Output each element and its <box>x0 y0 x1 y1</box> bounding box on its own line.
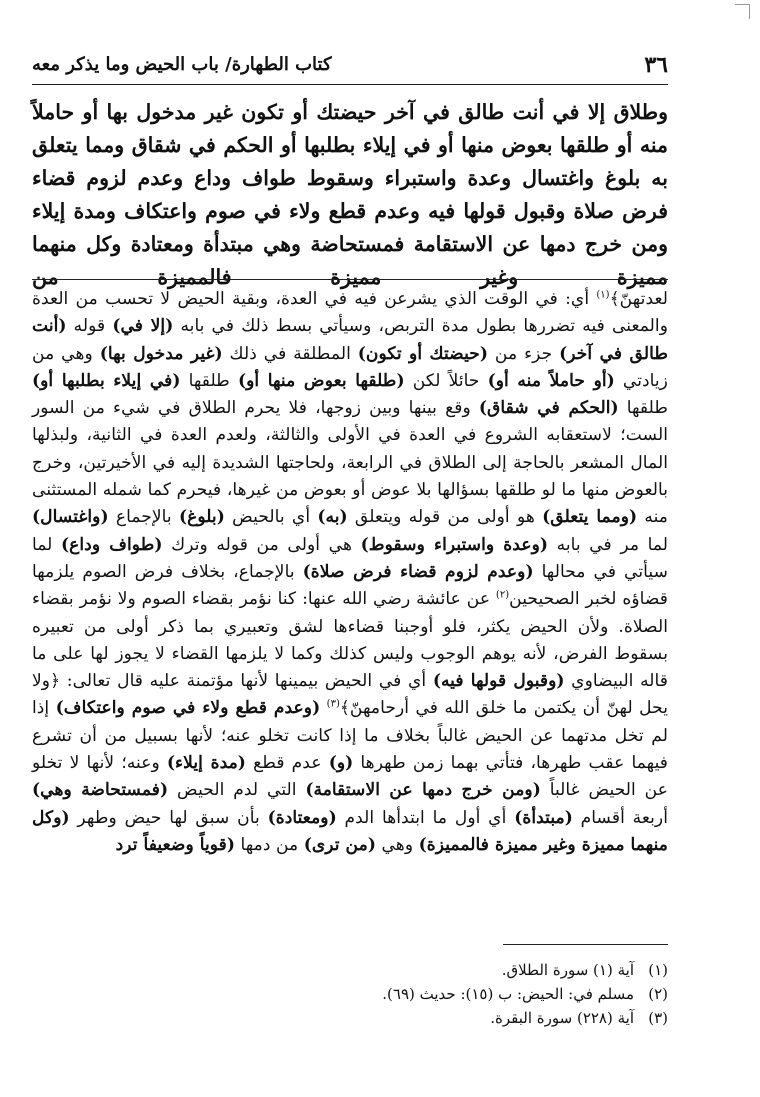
matn-quote: (مبتدأة) <box>514 807 573 828</box>
commentary-segment: وهي من زيادتي <box>32 343 668 391</box>
footnotes <box>32 958 668 1030</box>
matn-quote: (أو حاملاً منه أو) <box>487 370 615 391</box>
commentary-segment: وهي <box>375 834 419 855</box>
commentary-segment: أي بالحيض <box>224 507 318 528</box>
page-number: ٣٦ <box>644 52 668 78</box>
footnote-item <box>32 982 668 1006</box>
footnote-text: مسلم في: الحيض: ب (١٥): حديث (٦٩). <box>382 985 634 1003</box>
matn-quote: (و) <box>328 753 354 774</box>
matn-quote: (وكل منهما مميزة وغير مميزة فالمميزة) <box>32 807 668 855</box>
matn-quote: (فمستحاضة وهي) <box>32 780 169 801</box>
commentary-segment: إذا لم تخل مدتهما عن الحيض غالباً بخلاف ما إذا كانت تخلو عنه؛ لأنها بسبيل من أن تشرع فيهما عقب طهرها، فتأتي بهما زمن طهرها <box>32 698 668 774</box>
commentary-segment: أي في الحيض بيمينها لأنها مؤتمنة عليه قال تعالى: ﴿ولا يحل لهنّ أن يكتمن ما خلق الله في أرحامهنّ﴾ <box>32 671 669 719</box>
footnote-number: (٢) <box>648 985 668 1003</box>
matn-quote: (الحكم في شقاق) <box>478 398 619 419</box>
header-divider <box>32 84 668 85</box>
matn-quote: (ومما يتعلق) <box>542 507 638 528</box>
matn-quote: (أنت طالق في آخر) <box>32 316 668 364</box>
footnote-marker: (٢) <box>495 589 510 601</box>
footnote-marker: (٣) <box>326 698 340 710</box>
matn-quote: (في إيلاء بطلبها أو) <box>32 370 181 391</box>
footnote-text: آية (١) سورة الطلاق. <box>501 961 634 979</box>
matn-quote: (وعدم قطع ولاء في صوم واعتكاف) <box>55 698 321 719</box>
commentary-segment: جزء من <box>488 343 560 364</box>
matn-text: وطلاق إلا في أنت طالق في آخر حيضتك أو تكون غير مدخول بها أو حاملاً منه أو طلقها بعوض منها أو في إيلاء بطلبها أو الحكم في شقاق ومما يتعلق به بلوغ واغتسال وعدة واستبراء وسقوط طواف وداع وعدم لزوم قضاء فرض صلاة وقبول قولها فيه وعدم قطع ولاء في صوم واعتكاف ومدة إيلاء ومن خرج دمها عن الاستقامة فمستحاضة وهي مبتدأة ومعتادة وكل منهما مميزة وغير مميزة فالمميزة من <box>32 100 668 289</box>
page-header <box>32 52 668 82</box>
matn-quote: (إلا في) <box>112 316 174 337</box>
footnote-item <box>32 1006 668 1030</box>
matn-quote: (وعدة واستبراء وسقوط) <box>360 534 549 555</box>
commentary-segment: من دمها <box>235 834 304 855</box>
footnote-text: آية (٢٢٨) سورة البقرة. <box>490 1009 634 1027</box>
matn-quote: (وعدم لزوم قضاء فرض صلاة) <box>302 561 534 582</box>
commentary-segment: عن عائشة رضي الله عنها: كنا نؤمر بقضاء الصوم ولا نؤمر بقضاء الصلاة. ولأن الحيض يكثر، فلو أوجبنا قضاءها لشق وتعبيري بما ذكر أولى من تعبيره بسقوط الفرض، لأنه يوهم الوجوب وليس كذلك وكما لا يلزمها القضاء لا يجوز لها على ما قاله البيضاوي <box>32 589 668 692</box>
commentary-segment: هي أولى من قوله وترك <box>162 534 361 555</box>
matn-quote: (ومعتادة) <box>267 807 337 828</box>
footnote-divider <box>503 944 668 945</box>
footnote-number: (١) <box>648 961 668 979</box>
matn-quote: (بلوغ) <box>178 507 225 528</box>
matn-quote: (قوياً وضعيفاً ترد <box>115 834 236 855</box>
commentary-segment: وعنه؛ لأنها لا تخلو عن الحيض غالباً <box>32 753 668 801</box>
matn-quote: (طواف وداع) <box>61 534 163 555</box>
commentary-segment: لعدتهنّ﴾ <box>609 289 668 309</box>
commentary-segment: وقع بينها وبين زوجها، فلا يحرم الطلاق في شيء من السور الست؛ لاستعقابه الشروع في العدة في الأولى والثالثة، ولعدم العدة في الثانية، ولبذلها المال المشعر بالحاجة إلى الطلاق في الرابعة، ولحاجتها الشديدة إليه في الأخيرتين، وخرج بالعوض منها ما لو طلقها بسؤالها بلا عوض أو بعوض من غيرها، فيحرم كما شمله المستثنى منه <box>32 398 668 528</box>
commentary-segment: لما مر في بابه <box>548 534 669 555</box>
matn-quote: (غير مدخول بها) <box>99 343 223 364</box>
commentary-segment: بأن سبق لها حيض وطهر <box>69 807 268 828</box>
commentary-segment: هو أولى من قوله ويتعلق <box>347 507 543 528</box>
commentary-segment: أربعة أقسام <box>572 807 668 828</box>
matn-quote: (واغتسال) <box>32 507 109 528</box>
commentary-segment: المطلقة في ذلك <box>222 343 358 364</box>
commentary-segment: لما سيأتي في محالها <box>32 534 668 582</box>
matn-quote: (به) <box>317 507 348 528</box>
matn-divider <box>32 279 668 280</box>
footnote-marker: (١) <box>596 289 610 301</box>
commentary-segment: قوله <box>66 316 113 337</box>
running-title: كتاب الطهارة/ باب الحيض وما يذكر معه <box>32 54 332 75</box>
footnote-number: (٣) <box>648 1009 668 1027</box>
matn-quote: (ومن خرج دمها عن الاستقامة) <box>305 780 541 801</box>
commentary-segment: بالإجماع، بخلاف فرض الصوم يلزمها قضاؤه لخبر الصحيحين <box>32 561 668 610</box>
commentary-segment: التي لدم الحيض <box>168 780 306 801</box>
matn-quote: (مدة إيلاء) <box>166 753 246 774</box>
matn-quote: (طلقها بعوض منها أو) <box>237 370 405 391</box>
commentary-segment: حائلاً لكن <box>404 370 488 391</box>
commentary-segment: بالإجماع <box>108 507 179 528</box>
commentary-segment: طلقها <box>180 370 238 391</box>
commentary-segment: أي أول ما ابتدأها الدم <box>336 807 515 828</box>
matn-quote: (حيضتك أو تكون) <box>357 343 489 364</box>
commentary-segment: عدم قطع <box>245 753 329 774</box>
scan-corner-mark <box>735 4 750 19</box>
commentary-text <box>32 286 668 859</box>
footnote-item <box>32 958 668 982</box>
commentary-segment: أي: في الوقت الذي يشرعن فيه في العدة، وبقية الحيض لا تحسب من العدة والمعنى فيه تضررها بطول مدة التربص، وسيأتي بسط ذلك في بابه <box>32 289 668 337</box>
matn-quote: (من ترى) <box>303 834 376 855</box>
matn-quote: (وقبول قولها فيه) <box>432 671 565 692</box>
commentary-segment: طلقها <box>618 398 668 419</box>
